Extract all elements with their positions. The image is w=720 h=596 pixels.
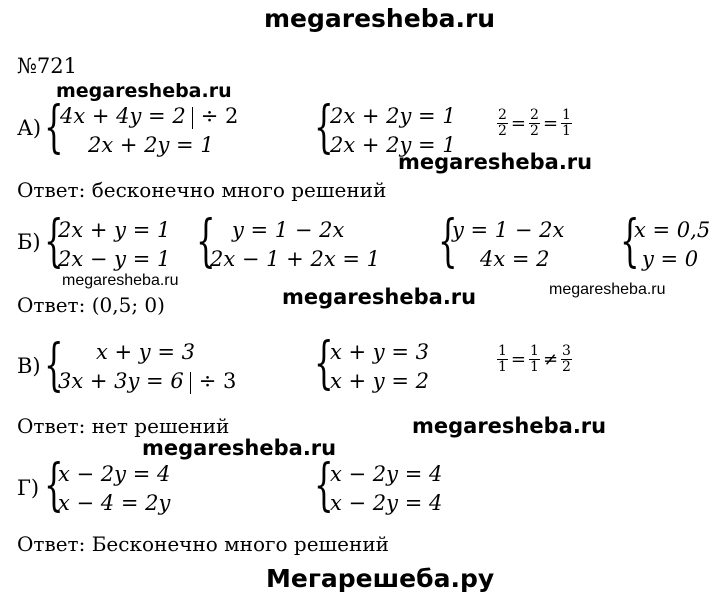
divide-note: ÷ 2 [200, 104, 239, 128]
watermark: megaresheba.ru [62, 272, 179, 289]
fraction: $\frac{1}{1}$ [562, 107, 571, 139]
equation: x = 0,5 [634, 218, 711, 242]
watermark: megaresheba.ru [549, 281, 666, 298]
system-brace: { [438, 209, 458, 274]
equation: x + y = 3 [96, 340, 195, 364]
equation: 2x + y = 1 [58, 218, 171, 242]
part-a-answer: Ответ: бесконечно много решений [17, 178, 387, 202]
equation: x − 2y = 4 [58, 462, 171, 486]
system-brace: { [314, 331, 334, 396]
equation: 4x + 4y = 2 ÷ 2 [60, 104, 239, 128]
equation: 2x − 1 + 2x = 1 [210, 247, 380, 271]
part-v-system-2 [330, 338, 429, 396]
watermark: megaresheba.ru [412, 414, 607, 438]
system-brace: { [620, 209, 640, 274]
equation: 2x + 2y = 1 [330, 104, 456, 128]
fraction: $\frac{2}{2}$ [498, 107, 507, 139]
equation: x + y = 2 [330, 369, 429, 393]
part-g-label: Г) [17, 476, 40, 500]
equation: x − 2y = 4 [330, 491, 443, 515]
equation: 3x + 3y = 6 ÷ 3 [58, 369, 237, 393]
part-a-system-1 [60, 102, 238, 160]
fraction: $\frac{1}{1}$ [530, 343, 539, 375]
system-brace: { [44, 95, 64, 160]
fraction: $\frac{1}{1}$ [498, 343, 507, 375]
system-brace: { [44, 333, 64, 398]
fraction: $\frac{3}{2}$ [562, 343, 571, 375]
part-g-system-1 [58, 460, 170, 518]
watermark: megaresheba.ru [142, 436, 337, 460]
part-b-system-4 [634, 216, 710, 274]
equation: x − 4 = 2y [58, 491, 171, 515]
part-a-label: А) [17, 116, 42, 140]
system-brace: { [44, 453, 64, 518]
system-brace: { [314, 95, 334, 160]
equation: y = 1 − 2x [452, 218, 565, 242]
footer-site-title: Мегарешеба.ру [266, 564, 495, 593]
watermark: megaresheba.ru [398, 150, 593, 174]
divide-bar [192, 107, 193, 129]
equation: 2x + 2y = 1 [88, 133, 214, 157]
equation: x + y = 3 [330, 340, 429, 364]
part-v-answer: Ответ: нет решений [17, 414, 230, 438]
part-b-system-1 [58, 216, 170, 274]
divide-note: ÷ 3 [198, 369, 237, 393]
system-brace: { [196, 209, 216, 274]
watermark: megaresheba.ru [282, 285, 477, 309]
watermark: megaresheba.ru [56, 80, 232, 102]
equation: 2x − y = 1 [58, 247, 171, 271]
part-a-ratio: $\frac{2}{2}$ = $\frac{2}{2}$ = $\frac{1}{1}$ [498, 107, 571, 139]
equation: 4x = 2 [480, 247, 550, 271]
part-b-system-2 [210, 216, 380, 274]
part-g-answer: Ответ: Бесконечно много решений [17, 532, 389, 556]
part-b-answer: Ответ: (0,5; 0) [17, 293, 165, 317]
equation: y = 0 [642, 247, 699, 271]
equation: 2x + 2y = 1 [330, 133, 456, 157]
header-site-title: megaresheba.ru [264, 4, 496, 33]
part-g-system-2 [330, 460, 442, 518]
part-v-label: В) [17, 354, 41, 378]
system-brace: { [314, 453, 334, 518]
fraction: $\frac{2}{2}$ [530, 107, 539, 139]
part-b-system-3 [452, 216, 564, 274]
part-v-ratio: $\frac{1}{1}$ = $\frac{1}{1}$ ≠ $\frac{3}{2}$ [498, 343, 571, 375]
part-v-system-1 [58, 338, 236, 396]
system-brace: { [44, 209, 64, 274]
divide-bar [190, 372, 191, 394]
equation: x − 2y = 4 [330, 462, 443, 486]
part-b-label: Б) [17, 230, 41, 254]
task-number: №721 [17, 54, 77, 78]
equation: y = 1 − 2x [232, 218, 345, 242]
